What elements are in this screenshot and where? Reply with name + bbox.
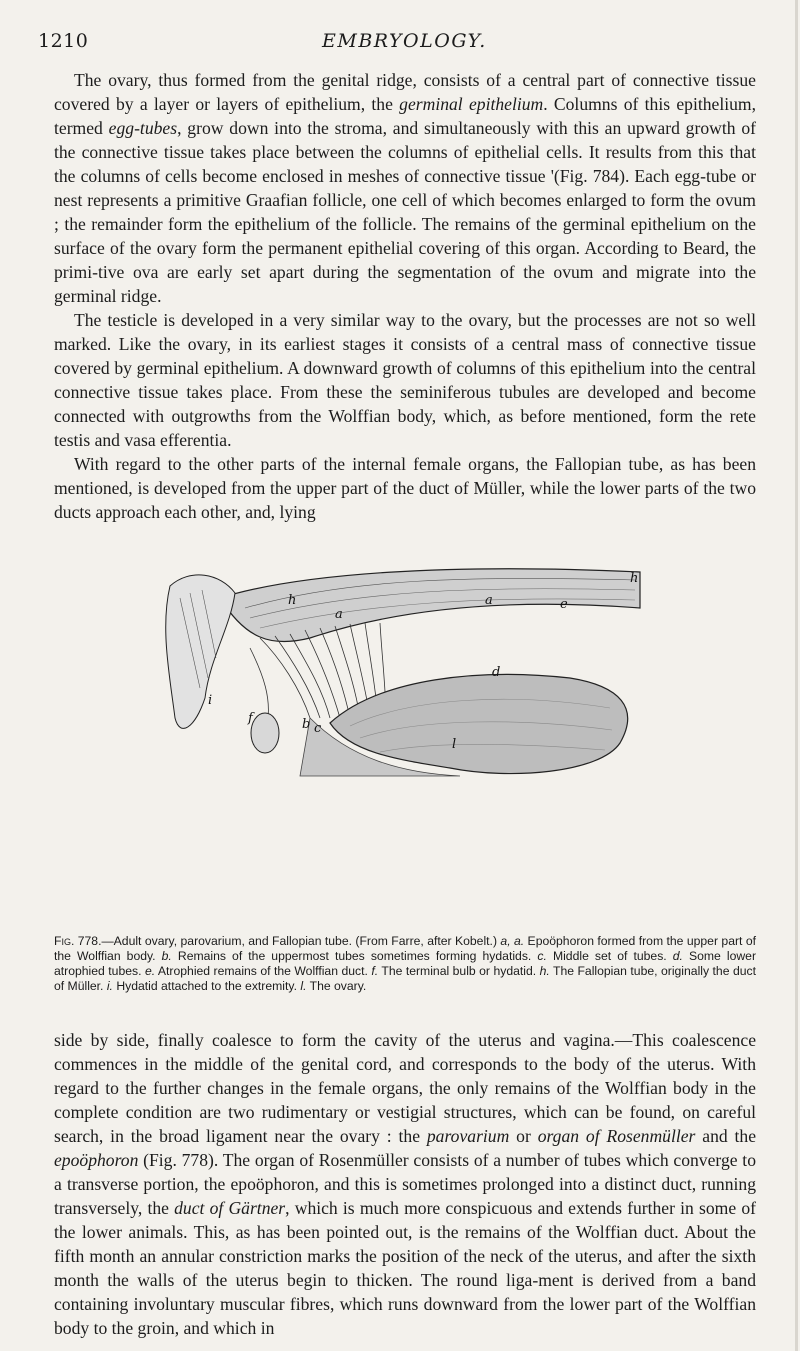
text-run: With regard to the other parts of the internal female organs, the Fallopian tube, as has been mentioned, is developed from the upper part of the duct of Müller, while the lower parts of the two ducts approach each other, and, lying (54, 454, 756, 522)
italic-term: organ of Rosenmüller (537, 1126, 696, 1146)
body-text-top (54, 68, 756, 524)
figure-letter: d (492, 665, 501, 680)
text-run: Middle set of tubes. (546, 949, 673, 963)
italic-term: germinal epithelium (399, 94, 544, 114)
italic-term: epoöphoron (54, 1150, 139, 1170)
figure-letter: a (485, 593, 493, 608)
text-run: The Fallopian tube, originally the duct of Müller. (54, 964, 756, 993)
text-run: Remains of the uppermost tubes sometimes forming hydatids. (171, 949, 538, 963)
text-run: Atrophied remains of the Wolffian duct. (155, 964, 372, 978)
text-run: The terminal bulb or hydatid. (378, 964, 540, 978)
text-run: side by side, finally coalesce to form the cavity of the uterus and vagina.—This coalescence commences in the middle of the genital cord, and corresponds to the body of the uterus. With regard to the further changes in the female organs, the only remains of the Wolffian body in the complete condition are two rudimentary or vestigial structures, which can be found, on careful search, in the broad ligament near the ovary : the (54, 1030, 756, 1146)
fimbriae (166, 575, 235, 729)
text-run: . Columns of this epithelium, termed (54, 94, 756, 138)
figure-letter: e (560, 597, 568, 612)
italic-term: e. (144, 964, 156, 978)
paragraph (54, 452, 756, 524)
paragraph (54, 308, 756, 452)
text-run: (Fig. 778). The organ of Rosenmüller consists of a number of tubes which converge to a transverse portion, the epoöphoron, and this is sometimes prolonged into a distinct duct, running transversely, the (54, 1150, 756, 1218)
text-run: Hydatid attached to the extremity. (112, 979, 301, 993)
italic-term: duct of Gärtner (174, 1198, 286, 1218)
text-run: Epoöphoron formed from the upper part of the Wolffian body. (54, 934, 756, 963)
italic-term: d. (672, 949, 683, 963)
text-run: The testicle is developed in a very similar way to the ovary, but the processes are not so well marked. Like the ovary, in its earliest stages it consists of a central mass of connective tissue covered by germinal epithelium. A downward growth of columns of this epithelium into the central connective tissue takes place. From these the seminiferous tubules are developed and become connected with outgrowths from the Wolffian body, which, as before mentioned, form the rete testis and vasa efferentia. (54, 310, 756, 450)
fallopian-tube (220, 569, 640, 642)
page-header (38, 30, 768, 54)
text-run: Some lower atrophied tubes. (54, 949, 757, 978)
figure-letter: h (630, 571, 639, 586)
body-text-bottom (54, 1028, 756, 1340)
italic-term: i. (106, 979, 113, 993)
figure-caption (54, 934, 756, 994)
paragraph (54, 68, 756, 308)
italic-term: f. (371, 964, 379, 978)
text-run: , grow down into the stroma, and simultaneously with this an upward growth of the connective tissue takes place between the columns of epithelial cells. It results from this that the columns of cells become enclosed in meshes of connective tissue '(Fig. 784). Each egg-tube or nest represents a primitive Graafian follicle, one cell of which becomes enlarged to form the ovum ; the remainder form the epithelium of the follicle. The remains of the germinal epithelium on the surface of the ovary form the permanent epithelial covering of this organ. According to Beard, the primi-tive ova are early set apart during the segmentation of the ovum and migrate into the germinal ridge. (54, 118, 757, 306)
text-run: —Adult ovary, parovarium, and Fallopian tube. (From Farre, after Kobelt.) (101, 934, 501, 948)
italic-term: parovarium (426, 1126, 510, 1146)
text-run: , which is much more conspicuous and extends further in some of the lower animals. This, as has been pointed out, is the remains of the Wolffian duct. About the fifth month an annular constriction marks the position of the neck of the uterus, and after the sixth month the walls of the uterus begin to thicken. The round liga-ment is derived from a band containing involuntary muscular fibres, which runs downward from the lower part of the Wolffian body to the groin, and which in (54, 1198, 756, 1338)
terminal-hydatid (251, 713, 279, 753)
figure-letter: f (248, 711, 253, 726)
figure-letter: a (335, 607, 343, 622)
page-number: 1210 (38, 30, 89, 52)
page-edge (795, 0, 798, 1351)
figure-778-illustration (150, 568, 650, 778)
figure-letter: c (314, 721, 322, 736)
text-run: The ovary. (306, 979, 367, 993)
italic-term: h. (539, 964, 550, 978)
italic-term: a, a. (500, 934, 525, 948)
figure-letter: h (288, 593, 297, 608)
text-run: or (509, 1126, 538, 1146)
italic-term: egg-tubes (108, 118, 178, 138)
running-title: EMBRYOLOGY. (322, 30, 487, 52)
figure-letter: b (302, 717, 311, 732)
text-run: and the (695, 1126, 757, 1146)
paragraph (54, 1028, 756, 1340)
figure-label: Fig. 778. (54, 934, 102, 948)
text-run: The ovary, thus formed from the genital ridge, consists of a central part of connective tissue covered by a layer or layers of epithelium, the (54, 70, 756, 114)
figure-letter: l (452, 737, 457, 752)
italic-term: l. (300, 979, 307, 993)
italic-term: c. (537, 949, 547, 963)
figure-letter: i (208, 693, 213, 708)
italic-term: b. (161, 949, 172, 963)
